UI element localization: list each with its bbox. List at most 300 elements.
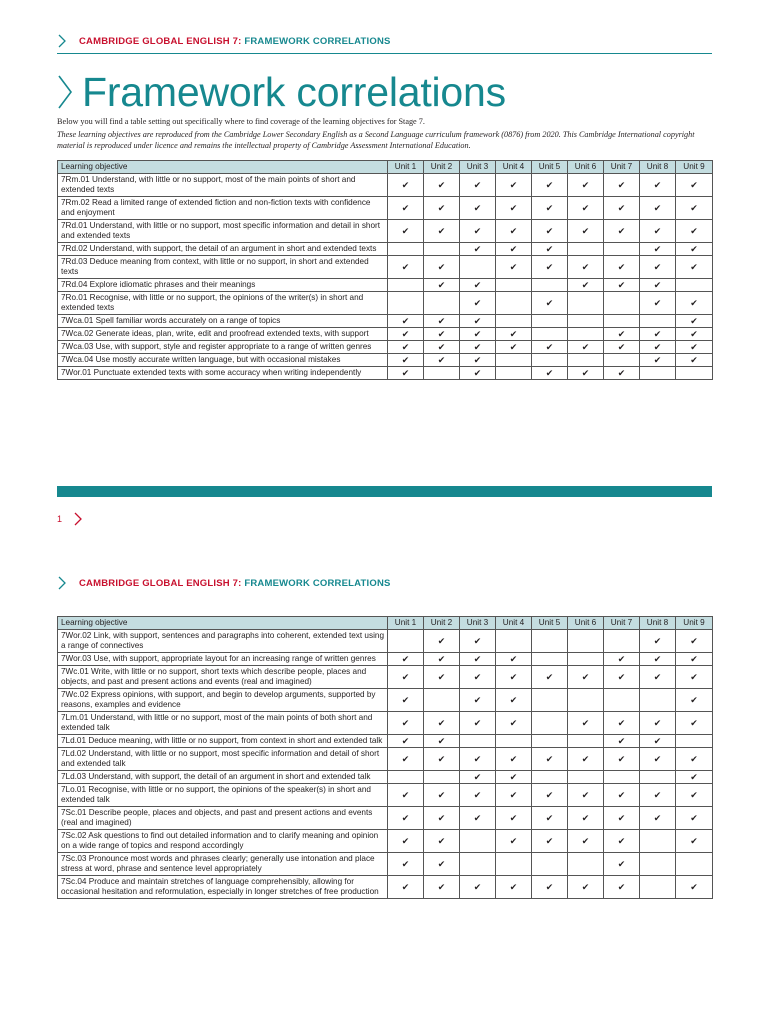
objective-cell: 7Ld.03 Understand, with support, the detail of an argument in short and extended talk	[58, 771, 388, 784]
tick-icon: ✔	[424, 784, 460, 807]
tick-icon: ✔	[604, 220, 640, 243]
tick-icon: ✔	[676, 712, 713, 735]
empty-cell	[388, 630, 424, 653]
objective-cell: 7Wor.02 Link, with support, sentences and paragraphs into coherent, extended text using a range of connectives	[58, 630, 388, 653]
tick-icon: ✔	[604, 853, 640, 876]
tick-icon: ✔	[496, 220, 532, 243]
tick-icon: ✔	[424, 256, 460, 279]
tick-icon: ✔	[604, 256, 640, 279]
objective-cell: 7Rm.01 Understand, with little or no support, most of the main points of short and extended texts	[58, 174, 388, 197]
chevron-right-icon	[57, 34, 67, 48]
tick-icon: ✔	[496, 341, 532, 354]
tick-icon: ✔	[424, 735, 460, 748]
empty-cell	[424, 367, 460, 380]
tick-icon: ✔	[676, 292, 713, 315]
tick-icon: ✔	[496, 771, 532, 784]
tick-icon: ✔	[388, 653, 424, 666]
table-row	[58, 771, 713, 784]
tick-icon: ✔	[496, 712, 532, 735]
footer-band	[57, 486, 712, 497]
tick-icon: ✔	[460, 807, 496, 830]
tick-icon: ✔	[388, 256, 424, 279]
tick-icon: ✔	[496, 174, 532, 197]
empty-cell	[568, 853, 604, 876]
tick-icon: ✔	[460, 712, 496, 735]
tick-icon: ✔	[496, 876, 532, 899]
tick-icon: ✔	[532, 256, 568, 279]
tick-icon: ✔	[532, 243, 568, 256]
table-header-row	[58, 161, 713, 174]
tick-icon: ✔	[460, 689, 496, 712]
table-body	[58, 630, 713, 899]
tick-icon: ✔	[532, 830, 568, 853]
tick-icon: ✔	[460, 197, 496, 220]
empty-cell	[640, 771, 676, 784]
tick-icon: ✔	[604, 328, 640, 341]
column-header-unit: Unit 2	[424, 161, 460, 174]
tick-icon: ✔	[424, 830, 460, 853]
correlation-table-1	[57, 160, 713, 380]
objective-cell: 7Wca.04 Use mostly accurate written language, but with occasional mistakes	[58, 354, 388, 367]
tick-icon: ✔	[640, 735, 676, 748]
table-row	[58, 292, 713, 315]
tick-icon: ✔	[424, 666, 460, 689]
empty-cell	[532, 712, 568, 735]
tick-icon: ✔	[388, 666, 424, 689]
tick-icon: ✔	[640, 807, 676, 830]
empty-cell	[640, 830, 676, 853]
empty-cell	[568, 243, 604, 256]
objective-cell: 7Lo.01 Recognise, with little or no support, the opinions of the speaker(s) in short and extended talk	[58, 784, 388, 807]
tick-icon: ✔	[388, 174, 424, 197]
objective-cell: 7Wc.01 Write, with little or no support, short texts which describe people, places and objects, and past and present actions and events (real and imagined)	[58, 666, 388, 689]
copyright-note: These learning objectives are reproduced from the Cambridge Lower Secondary English as a Second Language curriculum framework (0876) from 2020. This Cambridge International copyright material is reproduced under licence and remains the intellectual property of Cambridge Assessment International Education.	[57, 130, 695, 150]
objective-cell: 7Ro.01 Recognise, with little or no support, the opinions of the writer(s) in short and extended texts	[58, 292, 388, 315]
tick-icon: ✔	[424, 653, 460, 666]
tick-icon: ✔	[532, 666, 568, 689]
chevron-right-icon	[57, 576, 67, 590]
column-header-unit: Unit 9	[676, 161, 713, 174]
column-header-unit: Unit 2	[424, 617, 460, 630]
empty-cell	[676, 279, 713, 292]
tick-icon: ✔	[640, 174, 676, 197]
table-row	[58, 220, 713, 243]
tick-icon: ✔	[568, 712, 604, 735]
table-row	[58, 689, 713, 712]
column-header-unit: Unit 6	[568, 161, 604, 174]
tick-icon: ✔	[532, 292, 568, 315]
empty-cell	[496, 367, 532, 380]
tick-icon: ✔	[424, 354, 460, 367]
tick-icon: ✔	[640, 784, 676, 807]
tick-icon: ✔	[568, 807, 604, 830]
empty-cell	[388, 279, 424, 292]
empty-cell	[496, 735, 532, 748]
tick-icon: ✔	[676, 630, 713, 653]
running-head-second-page	[57, 572, 712, 594]
empty-cell	[532, 328, 568, 341]
tick-icon: ✔	[532, 807, 568, 830]
tick-icon: ✔	[676, 341, 713, 354]
tick-icon: ✔	[460, 666, 496, 689]
tick-icon: ✔	[676, 689, 713, 712]
table-row	[58, 315, 713, 328]
tick-icon: ✔	[676, 220, 713, 243]
tick-icon: ✔	[676, 354, 713, 367]
tick-icon: ✔	[496, 197, 532, 220]
column-header-unit: Unit 8	[640, 617, 676, 630]
empty-cell	[532, 630, 568, 653]
table-row	[58, 279, 713, 292]
tick-icon: ✔	[640, 748, 676, 771]
objective-cell: 7Sc.01 Describe people, places and objects, and past and present actions and events (real and imagined)	[58, 807, 388, 830]
empty-cell	[532, 279, 568, 292]
column-header-unit: Unit 6	[568, 617, 604, 630]
tick-icon: ✔	[460, 784, 496, 807]
empty-cell	[676, 853, 713, 876]
tick-icon: ✔	[676, 748, 713, 771]
table-row	[58, 174, 713, 197]
column-header-unit: Unit 3	[460, 161, 496, 174]
tick-icon: ✔	[640, 712, 676, 735]
empty-cell	[604, 315, 640, 328]
page-title-row	[57, 66, 506, 118]
objective-cell: 7Wca.03 Use, with support, style and register appropriate to a range of written genres	[58, 341, 388, 354]
running-head-text: CAMBRIDGE GLOBAL ENGLISH 7: FRAMEWORK CORRELATIONS	[79, 577, 391, 589]
empty-cell	[604, 630, 640, 653]
tick-icon: ✔	[496, 830, 532, 853]
empty-cell	[496, 853, 532, 876]
objective-cell: 7Rm.02 Read a limited range of extended fiction and non-fiction texts with confidence and enjoyment	[58, 197, 388, 220]
tick-icon: ✔	[460, 292, 496, 315]
empty-cell	[532, 853, 568, 876]
tick-icon: ✔	[604, 341, 640, 354]
empty-cell	[640, 876, 676, 899]
column-header-unit: Unit 4	[496, 161, 532, 174]
tick-icon: ✔	[604, 712, 640, 735]
table-row	[58, 630, 713, 653]
objective-cell: 7Wca.02 Generate ideas, plan, write, edit and proofread extended texts, with support	[58, 328, 388, 341]
tick-icon: ✔	[604, 830, 640, 853]
tick-icon: ✔	[676, 174, 713, 197]
tick-icon: ✔	[604, 784, 640, 807]
tick-icon: ✔	[676, 784, 713, 807]
correlation-table-2	[57, 616, 713, 899]
tick-icon: ✔	[604, 197, 640, 220]
tick-icon: ✔	[424, 807, 460, 830]
tick-icon: ✔	[424, 853, 460, 876]
tick-icon: ✔	[604, 735, 640, 748]
empty-cell	[388, 243, 424, 256]
tick-icon: ✔	[532, 876, 568, 899]
tick-icon: ✔	[640, 279, 676, 292]
tick-icon: ✔	[568, 220, 604, 243]
tick-icon: ✔	[424, 630, 460, 653]
table-row	[58, 197, 713, 220]
tick-icon: ✔	[388, 328, 424, 341]
tick-icon: ✔	[676, 876, 713, 899]
empty-cell	[568, 630, 604, 653]
empty-cell	[568, 315, 604, 328]
objective-cell: 7Wor.01 Punctuate extended texts with some accuracy when writing independently	[58, 367, 388, 380]
tick-icon: ✔	[388, 784, 424, 807]
empty-cell	[460, 830, 496, 853]
tick-icon: ✔	[424, 279, 460, 292]
tick-icon: ✔	[496, 666, 532, 689]
empty-cell	[424, 243, 460, 256]
tick-icon: ✔	[568, 256, 604, 279]
objective-cell: 7Lm.01 Understand, with little or no support, most of the main points of both short and extended talk	[58, 712, 388, 735]
tick-icon: ✔	[496, 243, 532, 256]
empty-cell	[532, 771, 568, 784]
tick-icon: ✔	[676, 830, 713, 853]
page-number-text: 1	[57, 514, 63, 524]
tick-icon: ✔	[640, 197, 676, 220]
table-row	[58, 341, 713, 354]
tick-icon: ✔	[388, 197, 424, 220]
table-row	[58, 328, 713, 341]
tick-icon: ✔	[388, 748, 424, 771]
running-head-text: CAMBRIDGE GLOBAL ENGLISH 7: FRAMEWORK CORRELATIONS	[79, 35, 391, 47]
empty-cell	[532, 735, 568, 748]
page-number	[57, 512, 82, 526]
tick-icon: ✔	[640, 220, 676, 243]
empty-cell	[496, 279, 532, 292]
column-header-unit: Unit 5	[532, 161, 568, 174]
tick-icon: ✔	[532, 341, 568, 354]
tick-icon: ✔	[460, 279, 496, 292]
tick-icon: ✔	[388, 876, 424, 899]
tick-icon: ✔	[640, 354, 676, 367]
empty-cell	[460, 256, 496, 279]
tick-icon: ✔	[640, 653, 676, 666]
empty-cell	[568, 354, 604, 367]
tick-icon: ✔	[676, 653, 713, 666]
tick-icon: ✔	[496, 689, 532, 712]
tick-icon: ✔	[604, 367, 640, 380]
tick-icon: ✔	[388, 712, 424, 735]
tick-icon: ✔	[532, 197, 568, 220]
column-header-unit: Unit 4	[496, 617, 532, 630]
objective-cell: 7Wca.01 Spell familiar words accurately on a range of topics	[58, 315, 388, 328]
objective-cell: 7Rd.02 Understand, with support, the detail of an argument in short and extended texts	[58, 243, 388, 256]
tick-icon: ✔	[568, 341, 604, 354]
table-row	[58, 748, 713, 771]
table-row	[58, 784, 713, 807]
tick-icon: ✔	[604, 876, 640, 899]
objective-cell: 7Ld.01 Deduce meaning, with little or no support, from context in short and extended talk	[58, 735, 388, 748]
tick-icon: ✔	[388, 220, 424, 243]
empty-cell	[532, 689, 568, 712]
empty-cell	[568, 771, 604, 784]
running-head-top	[57, 30, 712, 52]
tick-icon: ✔	[424, 197, 460, 220]
tick-icon: ✔	[604, 807, 640, 830]
tick-icon: ✔	[388, 341, 424, 354]
empty-cell	[568, 292, 604, 315]
tick-icon: ✔	[640, 243, 676, 256]
empty-cell	[532, 315, 568, 328]
table-row	[58, 243, 713, 256]
tick-icon: ✔	[388, 354, 424, 367]
tick-icon: ✔	[460, 354, 496, 367]
table-row	[58, 807, 713, 830]
tick-icon: ✔	[568, 174, 604, 197]
empty-cell	[388, 292, 424, 315]
tick-icon: ✔	[568, 784, 604, 807]
tick-icon: ✔	[568, 876, 604, 899]
objective-cell: 7Rd.03 Deduce meaning from context, with little or no support, in short and extended texts	[58, 256, 388, 279]
tick-icon: ✔	[460, 243, 496, 256]
objective-cell: 7Sc.03 Pronounce most words and phrases clearly; generally use intonation and place stress at word, phrase and sentence level appropriately	[58, 853, 388, 876]
tick-icon: ✔	[460, 748, 496, 771]
empty-cell	[568, 689, 604, 712]
column-header-unit: Unit 7	[604, 161, 640, 174]
tick-icon: ✔	[460, 220, 496, 243]
column-header-objective: Learning objective	[58, 161, 388, 174]
empty-cell	[496, 630, 532, 653]
tick-icon: ✔	[568, 830, 604, 853]
column-header-unit: Unit 8	[640, 161, 676, 174]
empty-cell	[604, 689, 640, 712]
tick-icon: ✔	[568, 367, 604, 380]
tick-icon: ✔	[460, 367, 496, 380]
objective-cell: 7Rd.04 Explore idiomatic phrases and their meanings	[58, 279, 388, 292]
empty-cell	[640, 367, 676, 380]
empty-cell	[460, 853, 496, 876]
empty-cell	[496, 292, 532, 315]
tick-icon: ✔	[640, 630, 676, 653]
objective-cell: 7Ld.02 Understand, with little or no support, most specific information and detail of short and extended talk	[58, 748, 388, 771]
tick-icon: ✔	[640, 328, 676, 341]
empty-cell	[604, 354, 640, 367]
tick-icon: ✔	[496, 328, 532, 341]
table-row	[58, 735, 713, 748]
table-row	[58, 256, 713, 279]
empty-cell	[640, 315, 676, 328]
tick-icon: ✔	[388, 830, 424, 853]
tick-icon: ✔	[568, 748, 604, 771]
tick-icon: ✔	[640, 256, 676, 279]
empty-cell	[388, 771, 424, 784]
tick-icon: ✔	[424, 748, 460, 771]
tick-icon: ✔	[460, 174, 496, 197]
chevron-right-icon	[57, 74, 73, 110]
table-header-row	[58, 617, 713, 630]
empty-cell	[604, 771, 640, 784]
column-header-unit: Unit 3	[460, 617, 496, 630]
tick-icon: ✔	[388, 315, 424, 328]
tick-icon: ✔	[424, 712, 460, 735]
table-row	[58, 367, 713, 380]
tick-icon: ✔	[424, 174, 460, 197]
column-header-objective: Learning objective	[58, 617, 388, 630]
empty-cell	[424, 771, 460, 784]
chevron-right-icon	[74, 512, 82, 526]
tick-icon: ✔	[604, 653, 640, 666]
tick-icon: ✔	[460, 630, 496, 653]
tick-icon: ✔	[460, 328, 496, 341]
tick-icon: ✔	[604, 174, 640, 197]
header-rule	[57, 53, 712, 54]
intro-text: Below you will find a table setting out specifically where to find coverage of the learning objectives for Stage 7.	[57, 117, 425, 126]
objective-cell: 7Sc.02 Ask questions to find out detailed information and to clarify meaning and opinion on a wide range of topics and respond accordingly	[58, 830, 388, 853]
empty-cell	[568, 328, 604, 341]
tick-icon: ✔	[388, 735, 424, 748]
tick-icon: ✔	[424, 220, 460, 243]
tick-icon: ✔	[532, 748, 568, 771]
objective-cell: 7Rd.01 Understand, with little or no support, most specific information and detail in short and extended texts	[58, 220, 388, 243]
tick-icon: ✔	[388, 689, 424, 712]
empty-cell	[532, 354, 568, 367]
empty-cell	[496, 315, 532, 328]
tick-icon: ✔	[532, 220, 568, 243]
column-header-unit: Unit 9	[676, 617, 713, 630]
empty-cell	[424, 689, 460, 712]
tick-icon: ✔	[640, 666, 676, 689]
empty-cell	[604, 292, 640, 315]
tick-icon: ✔	[676, 243, 713, 256]
tick-icon: ✔	[640, 341, 676, 354]
table-row	[58, 666, 713, 689]
tick-icon: ✔	[388, 807, 424, 830]
tick-icon: ✔	[460, 876, 496, 899]
empty-cell	[676, 367, 713, 380]
tick-icon: ✔	[676, 256, 713, 279]
tick-icon: ✔	[532, 174, 568, 197]
tick-icon: ✔	[496, 784, 532, 807]
tick-icon: ✔	[604, 666, 640, 689]
tick-icon: ✔	[676, 666, 713, 689]
column-header-unit: Unit 1	[388, 617, 424, 630]
tick-icon: ✔	[496, 653, 532, 666]
tick-icon: ✔	[532, 367, 568, 380]
tick-icon: ✔	[496, 748, 532, 771]
tick-icon: ✔	[460, 653, 496, 666]
column-header-unit: Unit 7	[604, 617, 640, 630]
column-header-unit: Unit 5	[532, 617, 568, 630]
tick-icon: ✔	[676, 328, 713, 341]
tick-icon: ✔	[604, 279, 640, 292]
tick-icon: ✔	[388, 367, 424, 380]
tick-icon: ✔	[388, 853, 424, 876]
empty-cell	[640, 689, 676, 712]
objective-cell: 7Sc.04 Produce and maintain stretches of language comprehensibly, allowing for occasional hesitation and reformulation, especially in longer stretches of free production	[58, 876, 388, 899]
empty-cell	[568, 653, 604, 666]
tick-icon: ✔	[532, 784, 568, 807]
table-row	[58, 830, 713, 853]
tick-icon: ✔	[460, 771, 496, 784]
empty-cell	[676, 735, 713, 748]
empty-cell	[496, 354, 532, 367]
tick-icon: ✔	[676, 315, 713, 328]
empty-cell	[424, 292, 460, 315]
table-row	[58, 653, 713, 666]
tick-icon: ✔	[568, 279, 604, 292]
empty-cell	[640, 853, 676, 876]
page-title: Framework correlations	[82, 68, 506, 115]
tick-icon: ✔	[604, 748, 640, 771]
tick-icon: ✔	[496, 256, 532, 279]
empty-cell	[604, 243, 640, 256]
objective-cell: 7Wc.02 Express opinions, with support, and begin to develop arguments, supported by reasons, examples and evidence	[58, 689, 388, 712]
tick-icon: ✔	[496, 807, 532, 830]
table-row	[58, 712, 713, 735]
tick-icon: ✔	[424, 315, 460, 328]
tick-icon: ✔	[676, 807, 713, 830]
table-body	[58, 174, 713, 380]
tick-icon: ✔	[424, 876, 460, 899]
